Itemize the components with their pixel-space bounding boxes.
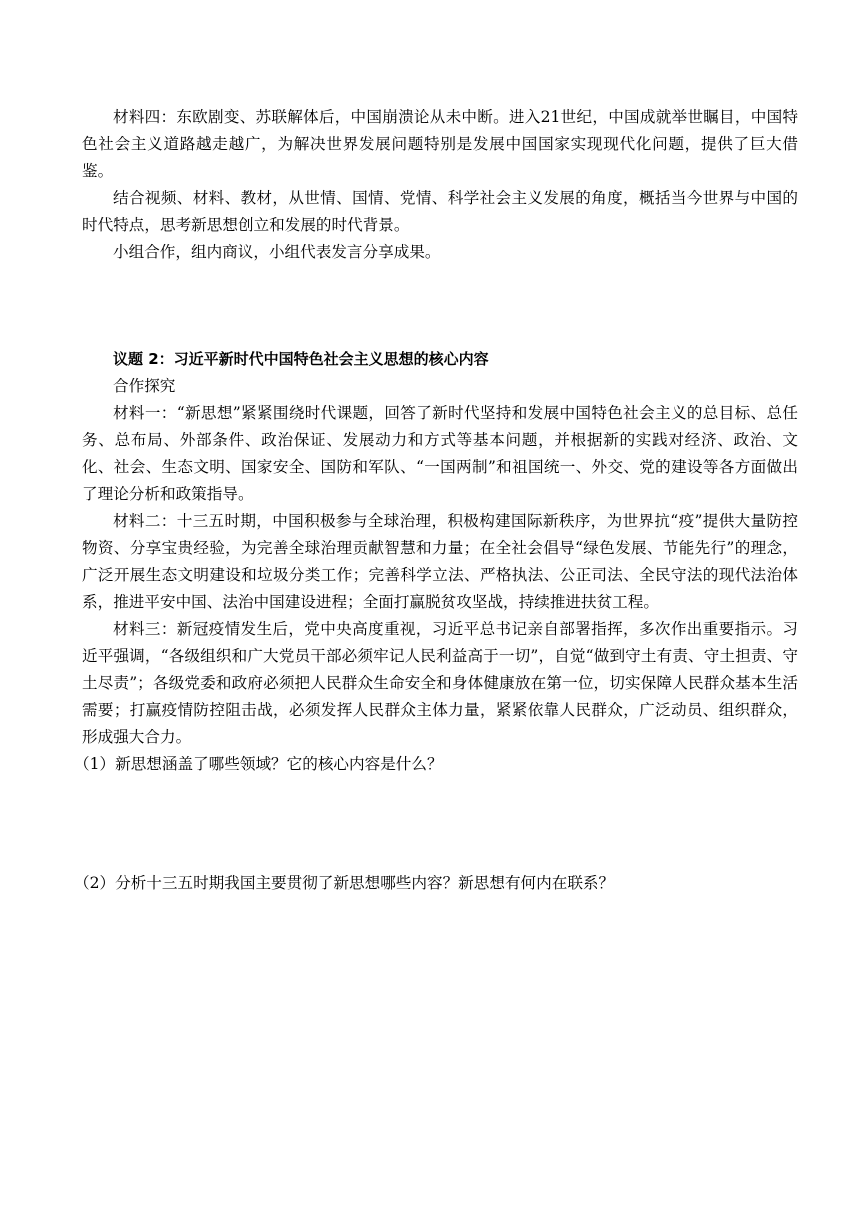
topic-two-heading: 议题 2：习近平新时代中国特色社会主义思想的核心内容 [113, 350, 489, 368]
question-one: （1）新思想涵盖了哪些领域？它的核心内容是什么？ [74, 755, 443, 773]
cooperative-inquiry-label: 合作探究 [113, 377, 176, 395]
question-two: （2）分析十三五时期我国主要贯彻了新思想哪些内容？新思想有何内在联系？ [74, 874, 615, 892]
material-three-paragraph: 材料三：新冠疫情发生后，党中央高度重视，习近平总书记亲自部署指挥，多次作出重要指示。习近平强调，“各级组织和广大党员干部必须牢记人民利益高于一切”，自觉“做到守土有责、守土担责、守土尽责”；各级党委和政府必须把人民群众生命安全和身体健康放在第一位，切实保障人民群众基本生活需要；打赢疫情防控阻击战，必须发挥人民群众主体力量，紧紧依靠人民群众，广泛动员、组织群众，形成强大合力。 [82, 620, 798, 746]
material-four-paragraph: 材料四：东欧剧变、苏联解体后，中国崩溃论从未中断。进入21世纪，中国成就举世瞩目，中国特色社会主义道路越走越广，为解决世界发展问题特别是发展中国国家实现现代化问题，提供了巨大借鉴。 [82, 108, 798, 180]
answer-space [82, 778, 798, 870]
task-instruction-paragraph: 结合视频、材料、教材，从世情、国情、党情、科学社会主义发展的角度，概括当今世界与中国的时代特点，思考新思想创立和发展的时代背景。 [82, 189, 798, 234]
blank-space [82, 266, 798, 346]
group-instruction-paragraph: 小组合作，组内商议，小组代表发言分享成果。 [113, 243, 441, 261]
material-one-paragraph: 材料一：“新思想”紧紧围绕时代课题，回答了新时代坚持和发展中国特色社会主义的总目标、总任务、总布局、外部条件、政治保证、发展动力和方式等基本问题，并根据新的实践对经济、政治、文化、社会、生态文明、国家安全、国防和军队、“一国两制”和祖国统一、外交、党的建设等各方面做出了理论分析和政策指导。 [82, 404, 798, 503]
material-two-paragraph: 材料二：十三五时期，中国积极参与全球治理，积极构建国际新秩序，为世界抗“疫”提供大量防控物资、分享宝贵经验，为完善全球治理贡献智慧和力量；在全社会倡导“绿色发展、节能先行”的理念，广泛开展生态文明建设和垃圾分类工作；完善科学立法、严格执法、公正司法、全民守法的现代法治体系，推进平安中国、法治中国建设进程；全面打赢脱贫攻坚战，持续推进扶贫工程。 [82, 512, 798, 611]
document-body [74, 104, 798, 897]
